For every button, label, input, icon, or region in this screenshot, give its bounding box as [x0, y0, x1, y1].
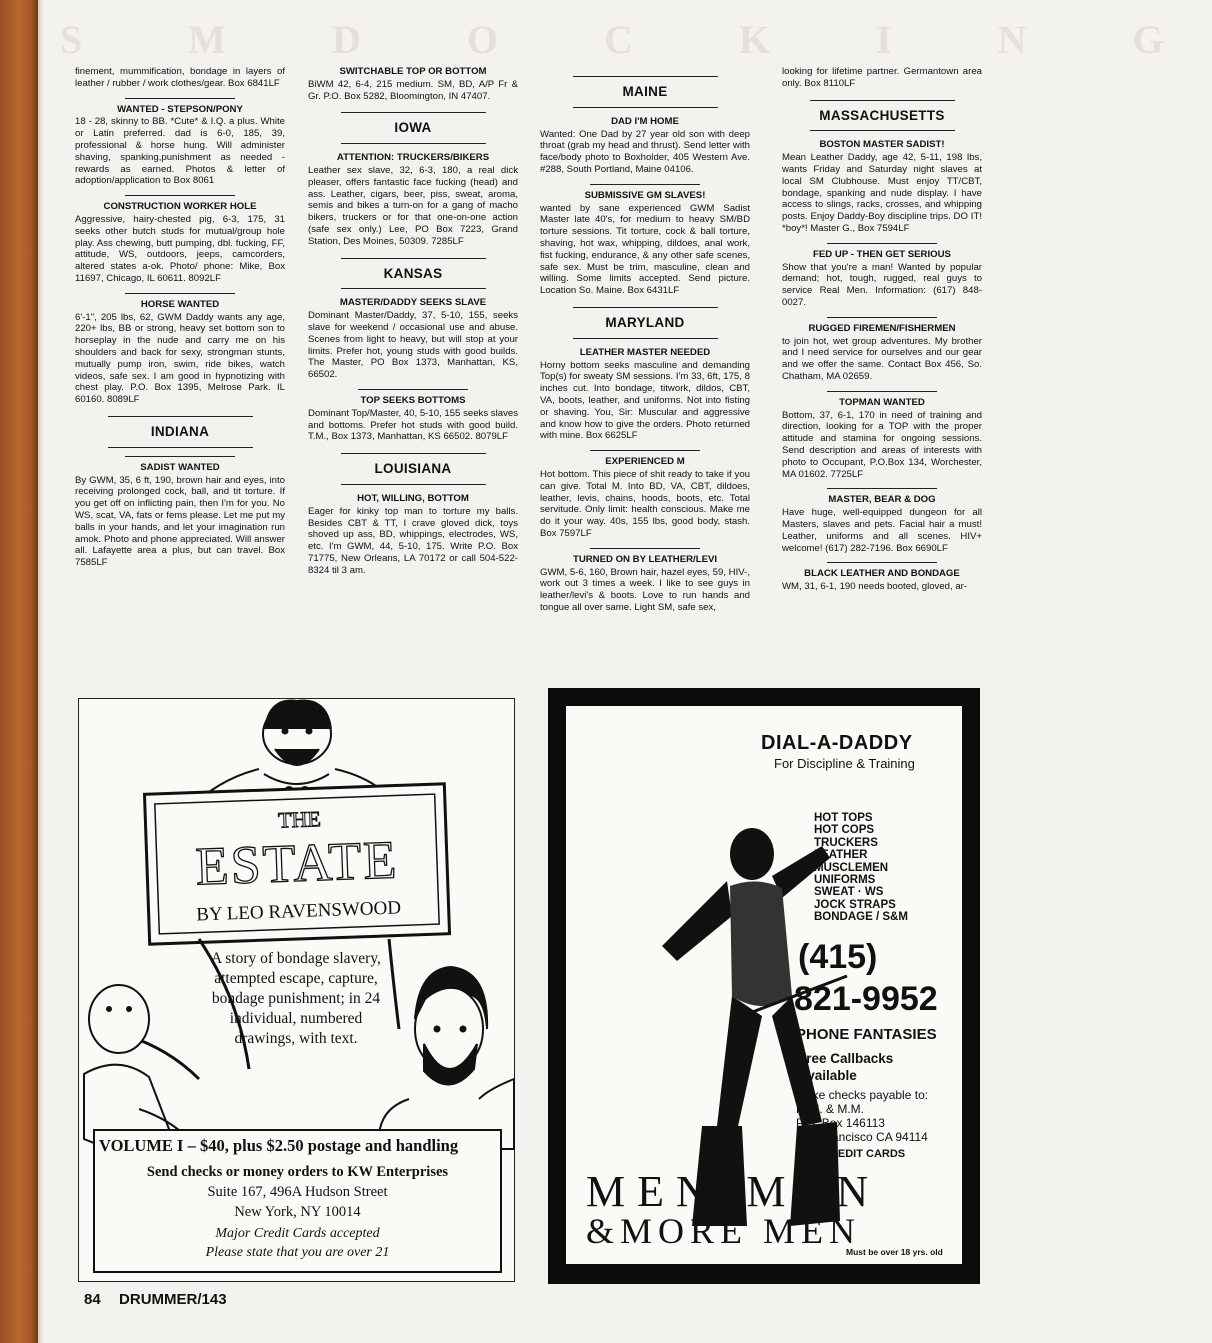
service-item: MUSCLEMEN — [814, 861, 889, 874]
estate-credit-line: Major Credit Cards accepted — [215, 1226, 380, 1241]
classified-ad — [540, 450, 750, 540]
estate-the: THE — [277, 806, 322, 833]
ad-headline: FED UP - THEN GET SERIOUS — [813, 248, 951, 260]
daddy-phone-number: 821-9952 — [794, 980, 938, 1018]
ad-body-text: Bottom, 37, 6-1, 170 in need of training and direction, looking for a TOP with the proper attitude and stamina for ongoing sessions. Send description and areas of interests with photo to Occupant, P.O.Box 134, Worchester, MA 01602. 7725LF — [782, 409, 982, 480]
ad-body-text: GWM, 5-6, 160, Brown hair, hazel eyes, 59, HIV-, work out 3 times a week. I like to see guys in leather/levi's & boots. Love to run hands and tongue all over same. Light SM, safe sex, — [540, 566, 750, 613]
ad-body-text: Eager for kinky top man to torture my balls. Besides CBT & TT, I crave gloved dick, toys shoved up ass, BD, whippings, electrodes, WS, etc. I'm GWM, 44, 5-10, 175. Write P.O. Box 71775, New Orleans, LA 70172 or call 504-522-8324 til 3 am. — [308, 505, 518, 576]
ad-headline: SWITCHABLE TOP OR BOTTOM — [339, 66, 487, 77]
daddy-credit-cards: CREDIT CARDS — [822, 1148, 906, 1160]
classified-ad — [782, 488, 982, 554]
classified-ad — [308, 389, 518, 443]
page-footer — [84, 1291, 227, 1308]
divider — [827, 391, 937, 392]
classified-ad — [540, 116, 750, 176]
ad-body-text: 18 - 28, skinny to BB. *Cute* & I.Q. a plus. White or Latin preferred. dad is 6-0, 185, 39, professional & horse hung. Will administer shaving, spanking,punishment as needed - rewards as earned. Photos & letter of adoption/application to Box 8061 — [75, 116, 285, 187]
ad-body-text: WM, 31, 6-1, 190 needs booted, gloved, ar- — [782, 581, 968, 593]
ad-headline: TOP SEEKS BOTTOMS — [360, 394, 466, 406]
service-item: BONDAGE / S&M — [814, 911, 908, 924]
ad-headline: HOT, WILLING, BOTTOM — [357, 492, 469, 504]
classified-ad — [782, 317, 982, 383]
service-item: HOT COPS — [814, 824, 875, 837]
classified-ad — [308, 152, 518, 247]
state-title: MAINE — [622, 84, 668, 99]
divider — [341, 143, 486, 144]
state-title: KANSAS — [383, 265, 443, 281]
ad-headline: DAD I'M HOME — [611, 115, 679, 127]
daddy-available: Available — [798, 1068, 857, 1083]
daddy-payee: M.M. & M.M. — [796, 1102, 864, 1116]
service-item: LEATHER — [814, 849, 868, 862]
estate-blurb: A story of bondage slavery, attempted escape, capture, bondage punishment; in 24 individual, numbered drawings, with text. — [211, 950, 381, 1047]
ad-headline: RUGGED FIREMEN/FISHERMEN — [808, 322, 956, 334]
classified-ad — [782, 391, 982, 481]
column-1 — [75, 66, 285, 575]
ad-headline: TOPMAN WANTED — [839, 396, 925, 408]
daddy-checks-line: Make checks payable to: — [796, 1088, 929, 1102]
estate-age-line: Please state that you are over 21 — [205, 1245, 390, 1260]
classified-ad — [540, 548, 750, 614]
daddy-brand-line1: MEN·MEN — [586, 1167, 881, 1216]
classified-ad — [308, 493, 518, 577]
service-item: HOT TOPS — [814, 812, 873, 824]
state-title: MARYLAND — [605, 314, 685, 330]
state-title: LOUISIANA — [374, 461, 452, 477]
classified-ad — [782, 66, 982, 90]
ad-headline: TURNED ON BY LEATHER/LEVI — [572, 553, 718, 565]
state-heading-block — [540, 76, 750, 108]
state-heading-block — [308, 453, 518, 485]
divider — [358, 389, 468, 390]
ad-headline: BOSTON MASTER SADIST! — [819, 139, 945, 151]
ad-body-text: Horny bottom seeks masculine and demanding Top(s) for sweaty SM sessions. I'm 33, 6ft, 175, 8 inches cut. Into bondage, titwork, dildos, CBT, VA, boots, leather, and uniforms. Not into fisting or shaving. You, Sir: Muscular and aggressive and know how to give the orders. Photo returned with mine. Box 6625LF — [540, 359, 750, 442]
ad-body-text: Hot bottom. This piece of shit ready to take if you can give. Total M. Into BD, VA, CBT, dildoes, leather, levis, chains, hoods, boots, etc. Total servitude. Only limit: health conscious. Make me do it your way. 40s, 155 lbs, good body, stash. Box 7597LF — [540, 468, 750, 539]
ad-body-text: Dominant Master/Daddy, 37, 5-10, 155, seeks slave for weekend / occasional use and abuse. Scenes from light to heavy, but will stop at your limits. Prefer hot, young studs with good builds. The Master, PO Box 1373, Manhattan, KS, 66502. — [308, 310, 518, 381]
dial-a-daddy-panel — [566, 706, 962, 1264]
daddy-area-code: (415) — [798, 938, 878, 976]
divider — [341, 288, 486, 289]
daddy-callbacks: Free Callbacks — [798, 1051, 894, 1066]
estate-title: ESTATE — [194, 829, 400, 897]
daddy-title: DIAL-A-DADDY — [761, 732, 913, 754]
ad-headline: CONSTRUCTION WORKER HOLE — [103, 201, 257, 213]
bearded-figure-drawing — [379, 967, 514, 1149]
ad-headline: LEATHER MASTER NEEDED — [579, 346, 711, 358]
classified-ad — [308, 66, 518, 102]
ad-body-text: Have huge, well-equipped dungeon for all Masters, slaves and pets. Facial hair a must! Leather, uniforms and all scenes. HIV+ welcome! (617) 282-7196. Box 6690LF — [782, 507, 982, 554]
classified-ad — [75, 66, 285, 90]
estate-send-line: Send checks or money orders to KW Enterprises — [146, 1164, 449, 1180]
ad-body-text: BiWM 42, 6-4, 215 medium. SM, BD, A/P Fr & Gr. P.O. Box 5282, Bloomington, IN 47407. — [308, 78, 518, 102]
estate-info-box — [93, 1129, 502, 1273]
service-item: JOCK STRAPS — [814, 898, 896, 911]
service-item: UNIFORMS — [814, 874, 876, 887]
ad-headline: BLACK LEATHER AND BONDAGE — [804, 568, 960, 580]
ad-headline: WANTED - STEPSON/PONY — [117, 103, 243, 115]
divider — [125, 195, 235, 196]
state-title: IOWA — [394, 120, 432, 136]
divider — [590, 450, 700, 451]
divider — [827, 317, 937, 318]
kneeling-figure-drawing — [84, 985, 189, 1152]
state-heading-block — [308, 112, 518, 144]
classified-ad — [75, 293, 285, 406]
divider — [573, 338, 718, 339]
service-item: SWEAT · WS — [814, 886, 884, 899]
divider — [125, 456, 235, 457]
faded-header-text: S M D O C K I N G — [60, 17, 1212, 62]
divider — [125, 98, 235, 99]
binding-spine — [0, 0, 38, 1343]
classified-ad — [308, 297, 518, 381]
page-edge — [38, 0, 44, 1343]
daddy-brand-line2: &MORE MEN — [586, 1211, 862, 1251]
ad-body-text: wanted by sane experienced GWM Sadist Master late 40's, for medium to heavy SM/BD torture sessions. Tit torture, cock & ball torture, shaving, hot wax, whipping, dildoes, anal work, fist fucking, endurance, & any other safe scenes, safe sex. Must be trim, masculine, clean and willing. Some limits accepted. Send picture. Location So. Maine. Box 6431LF — [540, 202, 750, 297]
ad-body-text: finement, mummification, bondage in layers of leather / rubber / work clothes/gear. Box 6841LF — [75, 66, 285, 89]
daddy-subtitle: For Discipline & Training — [774, 756, 915, 771]
ad-body-text: Mean Leather Daddy, age 42, 5-11, 198 lbs, wants Friday and Saturday night slaves at local SM Clubhouse. Must enjoy TT/CBT, bondage, spanking and nude display. I have access to slings, racks, crosses, and whipping posts. Enjoy Daddy-Boy discipline trips. DO IT! *boy*! Master G., Box 7594LF — [782, 152, 982, 234]
divider — [590, 184, 700, 185]
state-heading-block — [540, 307, 750, 339]
estate-address-line1: Suite 167, 496A Hudson Street — [207, 1184, 388, 1200]
estate-book-ad — [78, 698, 515, 1282]
daddy-phone-fantasies: PHONE FANTASIES — [796, 1026, 937, 1043]
classified-ad — [75, 456, 285, 569]
divider — [125, 293, 235, 294]
daddy-age-notice: Must be over 18 yrs. old — [846, 1247, 943, 1257]
ad-body-text: By GWM, 35, 6 ft, 190, brown hair and eyes, into receiving prolonged cock, ball, and tit torture. If you get off on inflicting pain, then I'm for you. No WS, scat, VA, fats or fems please. Let me put my balls in your hands, and let your imagination run amok. Photo and phone appreciated. Will answer all. Lafayette area a plus, but can travel. Box 7585LF — [75, 474, 285, 569]
daddy-city: San Francisco CA 94114 — [796, 1130, 928, 1144]
classified-ad — [75, 195, 285, 285]
ad-headline: MASTER/DADDY SEEKS SLAVE — [339, 297, 487, 309]
divider — [827, 243, 937, 244]
estate-address-line2: New York, NY 10014 — [234, 1204, 361, 1220]
ad-body-text: 6'-1", 205 lbs, 62, GWM Daddy wants any age, 220+ lbs, BB or strong, heavy set bottom son to horseplay in the nude and carry me on his shoulders and back for sexy, strongman stunts, mutually pump iron, swim, ride bikes, watch videos, safe sex. I am good in hypnotizing with chest play. P.O. Box 1395, Melrose Park. IL 60160. 8089LF — [75, 311, 285, 406]
divider — [341, 484, 486, 485]
ad-headline: HORSE WANTED — [140, 298, 220, 310]
divider — [810, 130, 955, 131]
divider — [590, 548, 700, 549]
ad-headline: EXPERIENCED M — [605, 456, 685, 468]
state-heading-block — [308, 258, 518, 290]
column-3 — [540, 66, 750, 620]
ad-body-text: looking for lifetime partner. Germantown area only. Box 8110LF — [782, 66, 982, 89]
classified-ad — [782, 139, 982, 234]
ad-body-text: Leather sex slave, 32, 6-3, 180, a real dick pleaser, offers fantastic face fucking (head) and ass. Leather, cigars, beer, piss, sweat, aroma, semis and bikes a turn-on for a gang of macho bikers, truckers or for that one-on-one action (safe sex only.) Lee, PO Box 7223, Grand Station, Des Moines, 50309. 7285LF — [308, 164, 518, 247]
ad-body-text: Aggressive, hairy-chested pig, 6-3, 175, 31 seeks other butch studs for mutual/group hole play. Ass chewing, butt pumping, dbl. fucking, FF, attitude, WS, outdoors, jeeps, camcorders, altered states a-ok. Photo/ phone: Mike, Box 11697, Chicago, IL 60611. 8092LF — [75, 213, 285, 284]
ad-body-text: Wanted: One Dad by 27 year old son with deep throat (grab my head and thrust). Send letter with face/body photo to Boxholder, 405 Western Ave. #288, South Portland, Maine 04106. — [540, 128, 750, 175]
daddy-pobox: P.O. Box 146113 — [796, 1116, 885, 1130]
estate-price: VOLUME I – $40, plus $2.50 postage and handling — [99, 1136, 459, 1155]
classified-ad — [782, 243, 982, 309]
ad-headline: SADIST WANTED — [140, 461, 220, 473]
daddy-service-list — [814, 812, 908, 924]
column-2 — [308, 66, 518, 583]
divider — [827, 562, 937, 563]
divider — [573, 107, 718, 108]
dial-a-daddy-ad — [548, 688, 980, 1284]
state-heading-block — [75, 416, 285, 448]
classified-ad — [782, 562, 982, 593]
divider — [108, 447, 253, 448]
estate-byline: BY LEO RAVENSWOOD — [195, 897, 402, 926]
ad-body-text: Dominant Top/Master, 40, 5-10, 155 seeks slaves and bottoms. Prefer hot studs with good build. T.M., Box 1373, Manhattan, KS 66502. 8079LF — [308, 407, 518, 443]
magazine-issue: DRUMMER/143 — [119, 1291, 227, 1308]
ad-body-text: Show that you're a man! Wanted by popular demand; hot, tough, rugged, real guys to service Real Men. Information: (617) 848-0027. — [782, 261, 982, 308]
state-heading-block — [782, 100, 982, 132]
ad-headline: ATTENTION: TRUCKERS/BIKERS — [336, 152, 490, 164]
ad-body-text: to join hot, wet group adventures. My brother and I need service for ourselves and our gear and we offer the same. Contact Box 456, So. Chatham, MA 02659. — [782, 335, 982, 382]
ad-headline: SUBMISSIVE GM SLAVES! — [584, 189, 706, 201]
page-number: 84 — [84, 1291, 101, 1308]
service-item: TRUCKERS — [814, 836, 878, 849]
classified-ad — [540, 347, 750, 442]
classified-ad — [75, 98, 285, 188]
state-title: INDIANA — [150, 423, 210, 439]
divider — [827, 488, 937, 489]
ad-headline: MASTER, BEAR & DOG — [828, 494, 936, 506]
column-4 — [782, 66, 982, 599]
classified-ad — [540, 184, 750, 297]
state-title: MASSACHUSETTS — [819, 107, 945, 123]
